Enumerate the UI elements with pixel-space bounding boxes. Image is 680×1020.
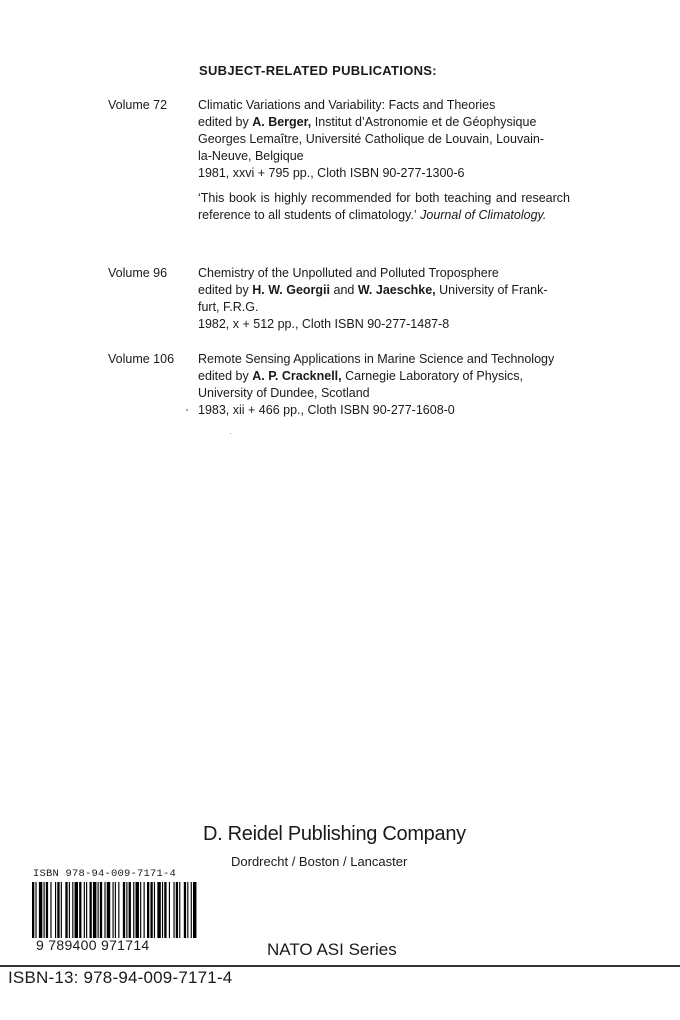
- editor-name: W. Jaeschke,: [357, 283, 436, 297]
- editor-name: A. P. Cracknell,: [252, 369, 342, 383]
- barcode-bar: [57, 882, 59, 938]
- review-quote: ‘This book is highly recommended for both teaching and research reference to all students of climatology.’ Journal of Climatology.: [198, 191, 570, 222]
- barcode-bar: [113, 882, 114, 938]
- barcode-bar: [69, 882, 70, 938]
- barcode-bar: [176, 882, 178, 938]
- barcode-bar: [162, 882, 163, 938]
- barcode-bar: [84, 882, 85, 938]
- barcode-bar: [86, 882, 87, 938]
- barcode-bar: [100, 882, 102, 938]
- editor-name: H. W. Georgii: [252, 283, 331, 297]
- barcode-bar: [179, 882, 180, 938]
- publication-details: 1981, xxvi + 795 pp., Cloth ISBN 90-277-1300-6: [198, 166, 465, 180]
- series-name: NATO ASI Series: [267, 940, 397, 959]
- bottom-rule: [0, 965, 680, 967]
- barcode-bar: [104, 882, 105, 938]
- barcode-bar: [61, 882, 62, 938]
- barcode-bar: [164, 882, 166, 938]
- barcode-bar: [184, 882, 186, 938]
- publication-title: Chemistry of the Unpolluted and Polluted Troposphere: [198, 266, 499, 280]
- barcode-bar: [72, 882, 73, 938]
- barcode-bar: [154, 882, 155, 938]
- barcode-bar: [187, 882, 188, 938]
- barcode-bar: [50, 882, 51, 938]
- volume-label: Volume 96: [108, 266, 168, 280]
- editor-line: edited by A. P. Cracknell, Carnegie Laboratory of Physics,: [198, 369, 523, 383]
- print-speck: [230, 433, 231, 434]
- barcode-digits: 9 789400 971714: [36, 937, 150, 953]
- publication-title: Remote Sensing Applications in Marine Science and Technology: [198, 352, 555, 366]
- barcode-isbn-label: ISBN 978-94-009-7171-4: [33, 868, 177, 880]
- barcode-bar: [150, 882, 152, 938]
- barcode-bar: [173, 882, 174, 938]
- publication-body: [198, 97, 570, 224]
- section-heading: SUBJECT-RELATED PUBLICATIONS:: [199, 63, 437, 78]
- volume-label: Volume 106: [108, 352, 175, 366]
- affiliation-line: la-Neuve, Belgique: [198, 149, 304, 163]
- barcode-bar: [169, 882, 170, 938]
- barcode-bar: [147, 882, 149, 938]
- barcode-bar: [193, 882, 196, 938]
- publication-body: [198, 265, 570, 333]
- barcode-bar: [157, 882, 160, 938]
- barcode-bar: [75, 882, 78, 938]
- barcode-bar: [129, 882, 131, 938]
- barcode-bar: [32, 882, 34, 938]
- publication-body: [198, 351, 570, 419]
- barcode-bar: [126, 882, 127, 938]
- isbn-13: ISBN-13: 978-94-009-7171-4: [8, 968, 233, 987]
- barcode-bar: [46, 882, 48, 938]
- barcode-bar: [98, 882, 99, 938]
- publisher-cities: Dordrecht / Boston / Lancaster: [231, 854, 408, 869]
- barcode-bar: [136, 882, 139, 938]
- publication-details: 1982, x + 512 pp., Cloth ISBN 90-277-1487-8: [198, 317, 450, 331]
- barcode-bar: [90, 882, 92, 938]
- barcode-bar: [133, 882, 134, 938]
- barcode-bar: [39, 882, 42, 938]
- barcode-bar: [115, 882, 116, 938]
- barcode-bar: [35, 882, 36, 938]
- barcode-bar: [118, 882, 119, 938]
- volume-label: Volume 72: [108, 98, 168, 112]
- barcode-bar: [123, 882, 125, 938]
- editor-line: edited by A. Berger, Institut d’Astronomie et de Géophysique: [198, 115, 537, 129]
- publication-title: Climatic Variations and Variability: Facts and Theories: [198, 98, 496, 112]
- barcode-bar: [140, 882, 141, 938]
- print-speck: [186, 409, 188, 411]
- barcode-bar: [144, 882, 145, 938]
- barcode-bar: [191, 882, 192, 938]
- barcode-bar: [79, 882, 81, 938]
- barcode-bar: [65, 882, 67, 938]
- barcode-bar: [93, 882, 96, 938]
- editor-name: A. Berger,: [252, 115, 312, 129]
- publication-details: 1983, xii + 466 pp., Cloth ISBN 90-277-1608-0: [198, 403, 455, 417]
- barcode-bar: [107, 882, 110, 938]
- affiliation-line: furt, F.R.G.: [198, 300, 259, 314]
- quote-source: Journal of Climatology.: [416, 208, 547, 222]
- affiliation-line: University of Dundee, Scotland: [198, 386, 370, 400]
- affiliation-line: Georges Lemaître, Université Catholique de Louvain, Louvain-: [198, 132, 545, 146]
- barcode-bar: [55, 882, 56, 938]
- publisher-name: D. Reidel Publishing Company: [203, 823, 466, 845]
- editor-line: edited by H. W. Georgii and W. Jaeschke, University of Frank-: [198, 283, 548, 297]
- barcode-bar: [44, 882, 45, 938]
